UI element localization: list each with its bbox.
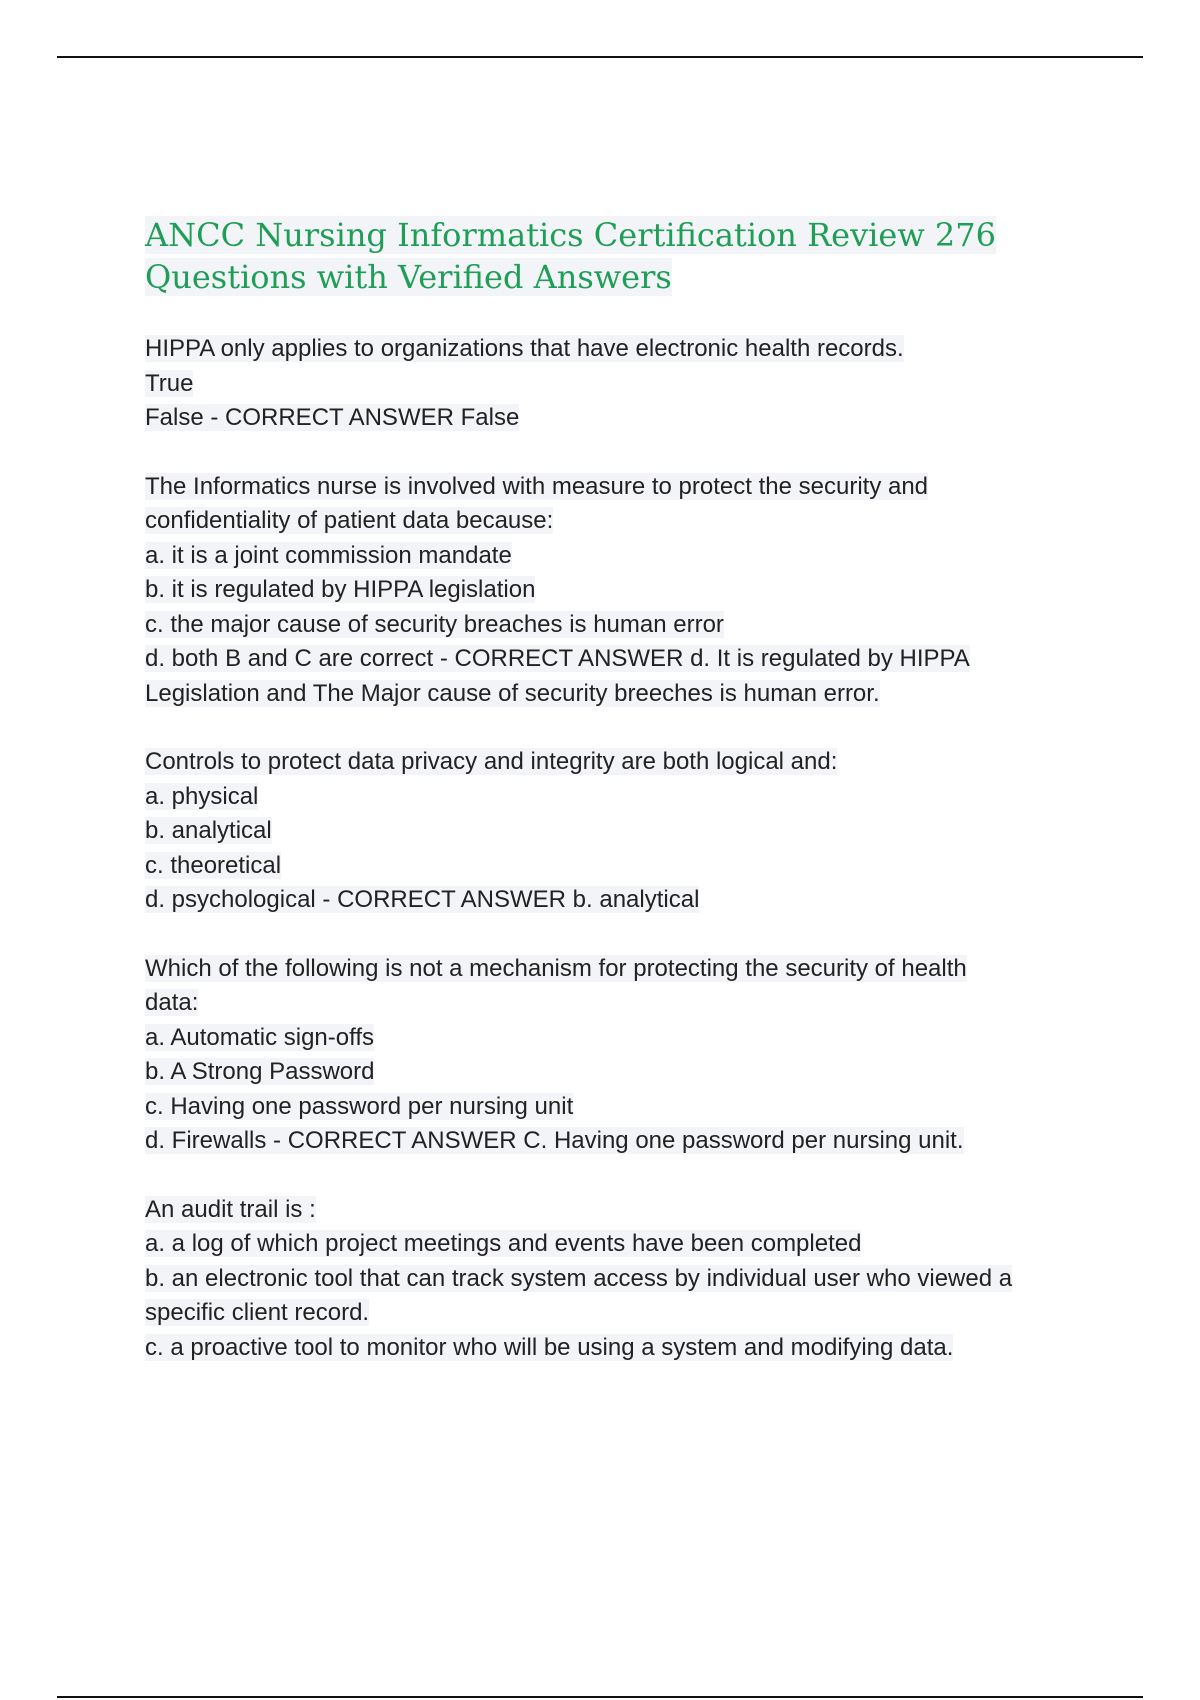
option-d-answer: d. psychological - CORRECT ANSWER b. analytical	[145, 886, 700, 913]
option-c: c. theoretical	[145, 851, 282, 879]
option-b: b. analytical	[145, 817, 272, 844]
question-block-2	[145, 470, 1085, 712]
question-block-3	[145, 745, 1085, 918]
title-line: ANCC Nursing Informatics Certification Review 276	[145, 216, 996, 254]
option-d-answer: d. Firewalls - CORRECT ANSWER C. Having one password per nursing unit.	[145, 1127, 964, 1154]
question-block-5	[145, 1193, 1085, 1366]
question-text: An audit trail is :	[145, 1195, 316, 1223]
option-b: b. it is regulated by HIPPA legislation	[145, 576, 536, 603]
option-b: b. A Strong Password	[145, 1058, 375, 1085]
option-a: a. it is a joint commission mandate	[145, 541, 512, 569]
option-a: a. a log of which project meetings and events have been completed	[145, 1230, 862, 1257]
option-d-answer: d. both B and C are correct - CORRECT ANSWER d. It is regulated by HIPPA	[145, 645, 970, 672]
option-c: c. a proactive tool to monitor who will be using a system and modifying data.	[145, 1333, 954, 1361]
question-text: HIPPA only applies to organizations that have electronic health records.	[145, 335, 904, 362]
question-block-1	[145, 332, 1085, 436]
option-c: c. the major cause of security breaches is human error	[145, 610, 724, 638]
option-a: a. physical	[145, 782, 259, 810]
question-text: Controls to protect data privacy and integrity are both logical and:	[145, 748, 838, 775]
option-b-continued: specific client record.	[145, 1299, 370, 1326]
answer-continued: Legislation and The Major cause of security breeches is human error.	[145, 679, 880, 707]
option-c: c. Having one password per nursing unit	[145, 1092, 574, 1120]
title-line: Questions with Verified Answers	[145, 258, 672, 296]
question-block-4	[145, 952, 1085, 1159]
bottom-rule	[57, 1696, 1143, 1698]
option-false-answer: False - CORRECT ANSWER False	[145, 404, 520, 431]
top-rule	[57, 56, 1143, 58]
question-text: confidentiality of patient data because:	[145, 507, 554, 534]
document-title	[145, 214, 1085, 298]
option-a: a. Automatic sign-offs	[145, 1023, 375, 1051]
question-text: Which of the following is not a mechanism for protecting the security of health	[145, 954, 967, 982]
option-true: True	[145, 369, 194, 397]
page-content	[145, 214, 1085, 1399]
question-text: The Informatics nurse is involved with measure to protect the security and	[145, 472, 929, 500]
option-b: b. an electronic tool that can track system access by individual user who viewed a	[145, 1264, 1013, 1292]
question-text: data:	[145, 989, 199, 1016]
